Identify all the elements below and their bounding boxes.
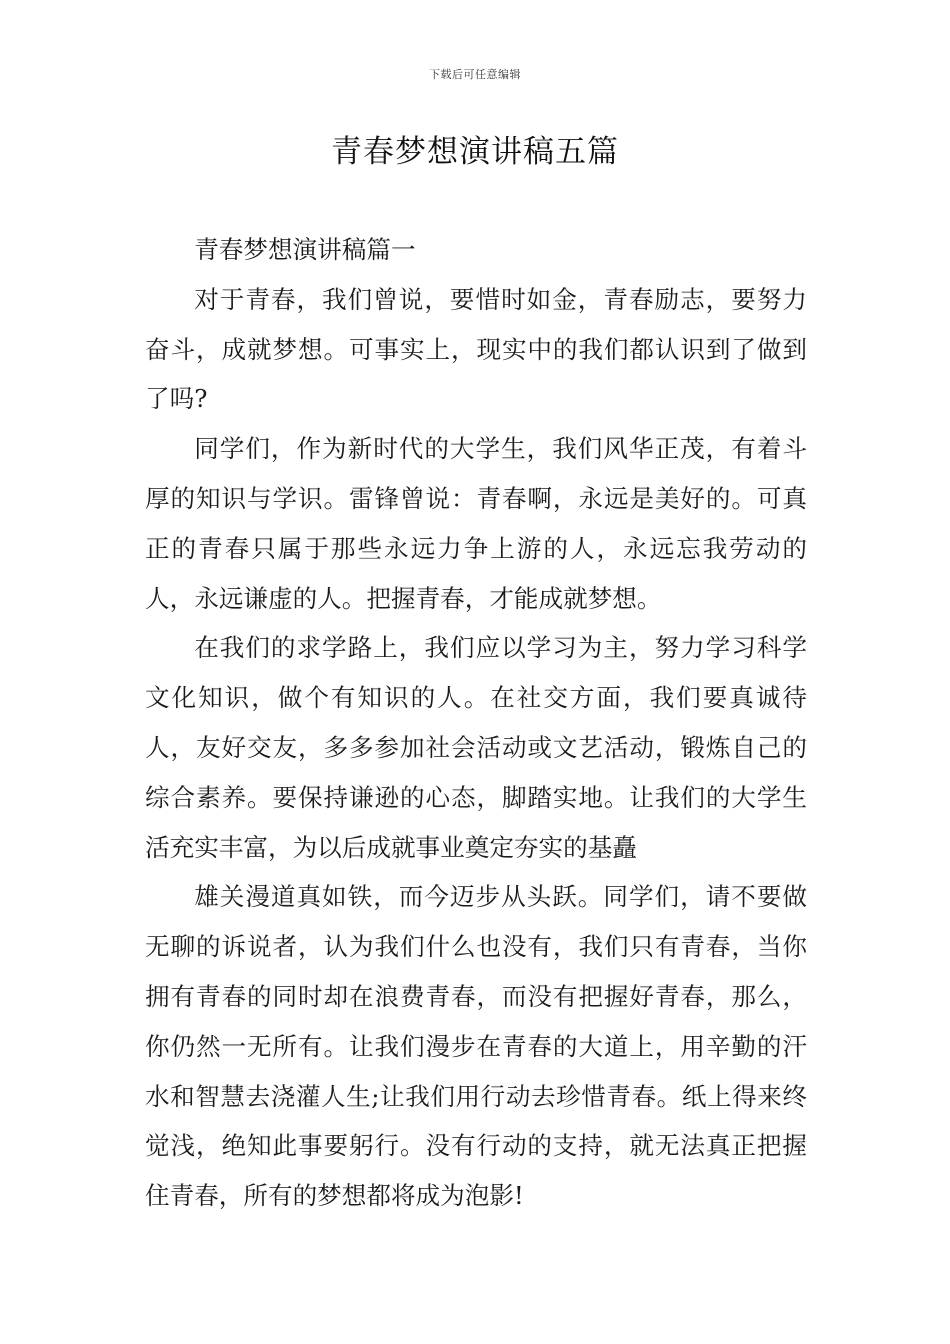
paragraph: 对于青春，我们曾说，要惜时如金，青春励志，要努力奋斗，成就梦想。可事实上，现实中的我们都认识到了做到了吗? [145,284,807,414]
header-note: 下载后可任意编辑 [429,68,521,81]
section-heading: 青春梦想演讲稿篇一 [194,235,416,264]
paragraph: 在我们的求学路上，我们应以学习为主，努力学习科学文化知识，做个有知识的人。在社交方面，我们要真诚待人，友好交友，多多参加社会活动或文艺活动，锻炼自己的综合素养。要保持谦逊的心态，脚踏实地。让我们的大学生活充实丰富，为以后成就事业奠定夯实的基矗 [145,633,807,862]
document-body [145,225,807,1221]
paragraph: 雄关漫道真如铁，而今迈步从头跃。同学们，请不要做无聊的诉说者，认为我们什么也没有，我们只有青春，当你拥有青春的同时却在浪费青春，而没有把握好青春，那么，你仍然一无所有。让我们漫步在青春的大道上，用辛勤的汗水和智慧去浇灌人生;让我们用行动去珍惜青春。纸上得来终觉浅，绝知此事要躬行。没有行动的支持，就无法真正把握住青春，所有的梦想都将成为泡影! [145,882,807,1211]
document-title: 青春梦想演讲稿五篇 [331,134,619,170]
paragraph: 同学们，作为新时代的大学生，我们风华正茂，有着斗厚的知识与学识。雷锋曾说：青春啊，永远是美好的。可真正的青春只属于那些永远力争上游的人，永远忘我劳动的人，永远谦虚的人。把握青春，才能成就梦想。 [145,434,807,613]
